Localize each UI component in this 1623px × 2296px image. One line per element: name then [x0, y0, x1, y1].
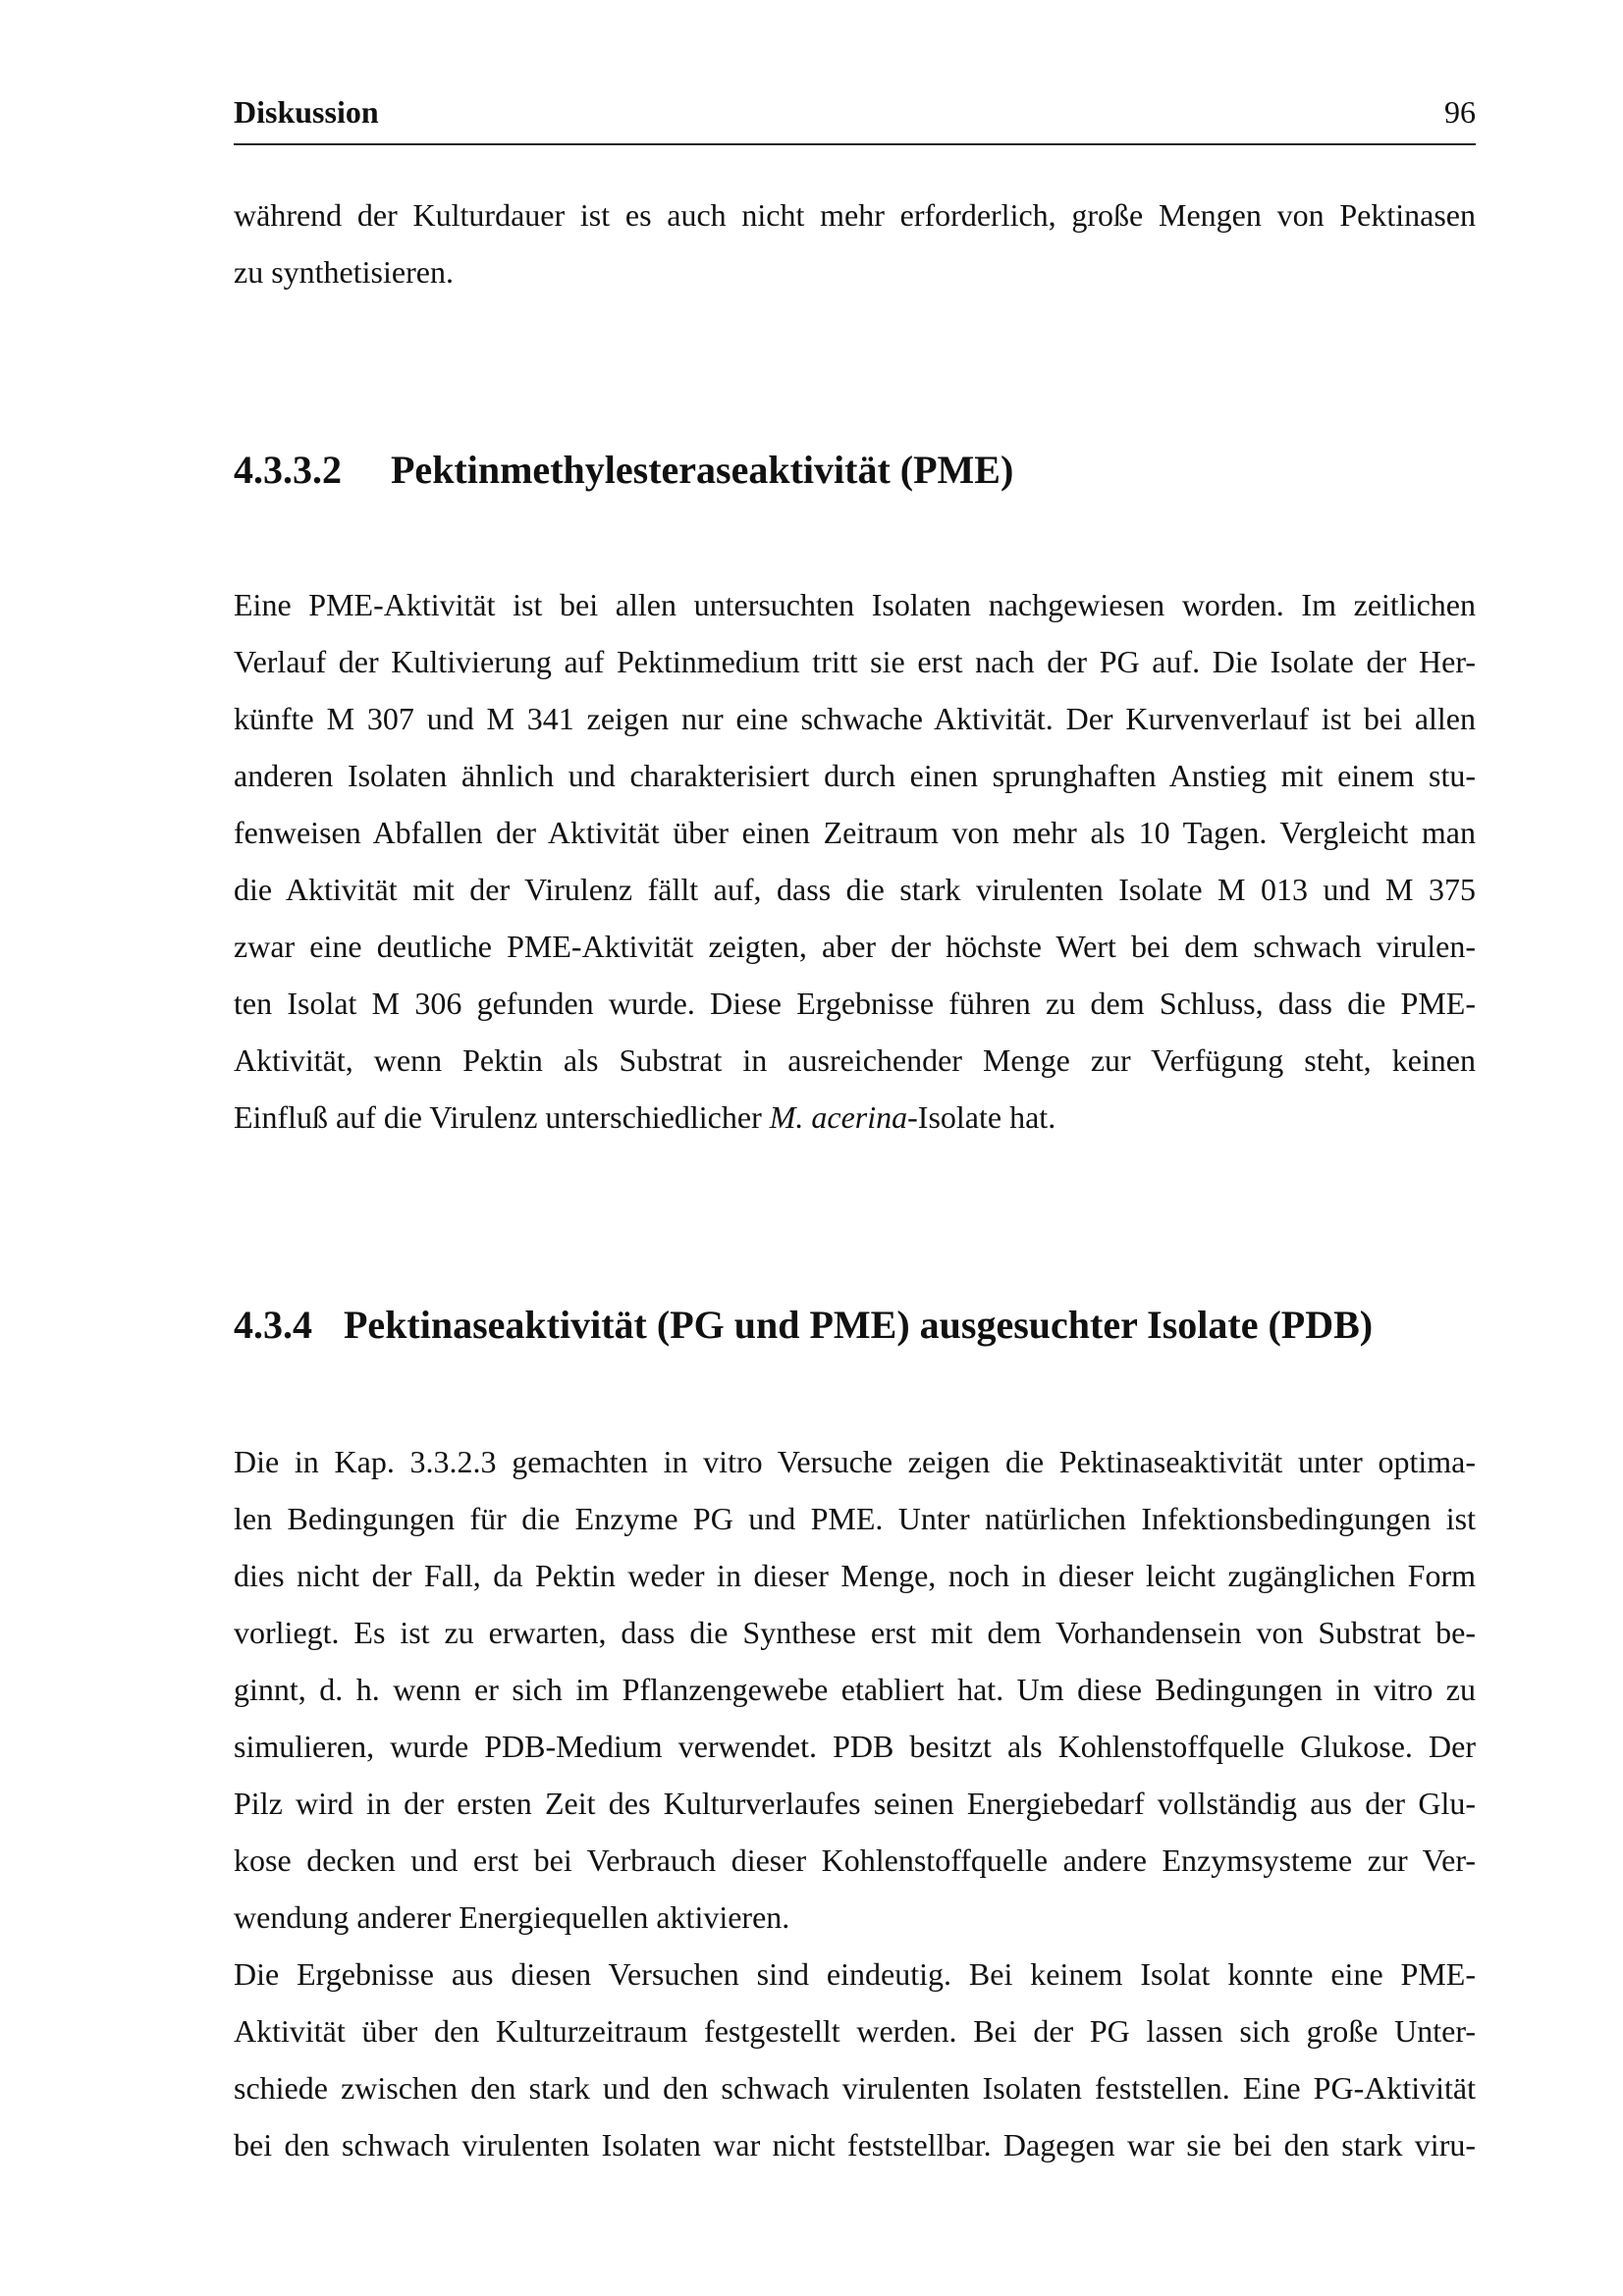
pme-paragraph: [234, 576, 1476, 1146]
page-number: 96: [1444, 94, 1476, 130]
section-title: Pektinmethylesteraseaktivität (PME): [391, 448, 1014, 492]
text-line: schiede zwischen den stark und den schwach virulenten Isolaten feststellen. Eine PG-Aktivität: [234, 2070, 1476, 2106]
text-line: Die in Kap. 3.3.2.3 gemachten in vitro Versuche zeigen die Pektinaseaktivität unter optima-: [234, 1444, 1476, 1479]
text-line: Eine PME-Aktivität ist bei allen untersuchten Isolaten nachgewiesen worden. Im zeitlichen: [234, 587, 1476, 622]
text-run: -Isolate hat.: [907, 1099, 1056, 1135]
text-line: wendung anderer Energiequellen aktivieren.: [234, 1899, 790, 1935]
text-line: vorliegt. Es ist zu erwarten, dass die Synthese erst mit dem Vorhandensein von Substrat be-: [234, 1615, 1476, 1650]
text-line: zwar eine deutliche PME-Aktivität zeigten, aber der höchste Wert bei dem schwach virulen-: [234, 929, 1476, 964]
section-number: 4.3.4: [234, 1303, 312, 1347]
text-line: bei den schwach virulenten Isolaten war nicht feststellbar. Dagegen war sie bei den stark viru-: [234, 2127, 1476, 2163]
text-line: ginnt, d. h. wenn er sich im Pflanzengewebe etabliert hat. Um diese Bedingungen in vitro zu: [234, 1672, 1476, 1707]
text-line-last: [234, 1089, 1476, 1146]
section-title: Pektinaseaktivität (PG und PME) ausgesuchter Isolate (PDB): [344, 1303, 1374, 1347]
section-number: 4.3.3.2: [234, 448, 342, 492]
pdb-paragraph-1: [234, 1433, 1476, 1946]
intro-paragraph: [234, 187, 1476, 300]
text-line: Pilz wird in der ersten Zeit des Kulturverlaufes seinen Energiebedarf vollständig aus der Glu-: [234, 1786, 1476, 1821]
text-line: simulieren, wurde PDB-Medium verwendet. PDB besitzt als Kohlenstoffquelle Glukose. Der: [234, 1729, 1476, 1764]
chapter-title: Diskussion: [234, 94, 379, 130]
page-header: [234, 94, 1476, 145]
text-line: Aktivität, wenn Pektin als Substrat in ausreichender Menge zur Verfügung steht, keinen: [234, 1042, 1476, 1078]
text-line: Verlauf der Kultivierung auf Pektinmedium tritt sie erst nach der PG auf. Die Isolate der Her-: [234, 644, 1476, 679]
text-line: anderen Isolaten ähnlich und charakterisiert durch einen sprunghaften Anstieg mit einem stu-: [234, 758, 1476, 793]
text-line: fenweisen Abfallen der Aktivität über einen Zeitraum von mehr als 10 Tagen. Vergleicht man: [234, 815, 1476, 850]
pdb-paragraph-2: [234, 1946, 1476, 2173]
text-line: dies nicht der Fall, da Pektin weder in dieser Menge, noch in dieser leicht zugänglichen Form: [234, 1558, 1476, 1593]
text-line: Die Ergebnisse aus diesen Versuchen sind eindeutig. Bei keinem Isolat konnte eine PME-: [234, 1956, 1476, 1992]
text-line: die Aktivität mit der Virulenz fällt auf, dass die stark virulenten Isolate M 013 und M 375: [234, 872, 1476, 907]
text-line: während der Kulturdauer ist es auch nicht mehr erforderlich, große Mengen von Pektinasen: [234, 197, 1476, 233]
section-heading-4332: [234, 447, 1013, 493]
text-run: Einfluß auf die Virulenz unterschiedlicher: [234, 1099, 770, 1135]
section-heading-434: [234, 1302, 1373, 1348]
text-line: Aktivität über den Kulturzeitraum festgestellt werden. Bei der PG lassen sich große Unter-: [234, 2013, 1476, 2049]
text-line: len Bedingungen für die Enzyme PG und PME. Unter natürlichen Infektionsbedingungen ist: [234, 1501, 1476, 1536]
text-line: zu synthetisieren.: [234, 254, 454, 290]
text-line: ten Isolat M 306 gefunden wurde. Diese Ergebnisse führen zu dem Schluss, dass die PME-: [234, 986, 1476, 1021]
text-line: künfte M 307 und M 341 zeigen nur eine schwache Aktivität. Der Kurvenverlauf ist bei allen: [234, 701, 1476, 736]
text-line: kose decken und erst bei Verbrauch dieser Kohlenstoffquelle andere Enzymsysteme zur Ver-: [234, 1842, 1476, 1878]
species-name: M. acerina: [769, 1099, 908, 1135]
